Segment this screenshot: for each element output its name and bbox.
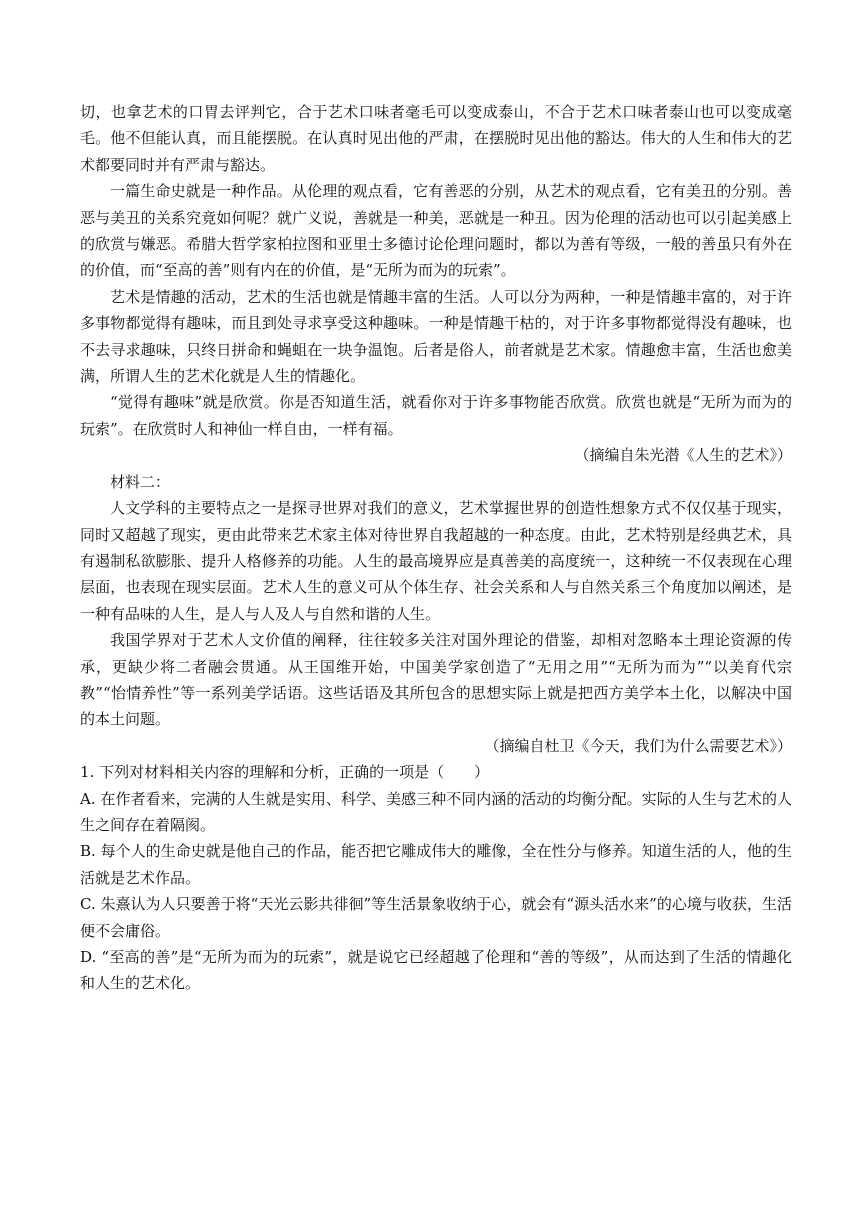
question1-option-c: C. 朱熹认为人只要善于将“天光云影共徘徊”等生活景象收纳于心，就会有“源头活水来”的心境与收获，生活便不会庸俗。 [80, 895, 792, 940]
question1-option-b: B. 每个人的生命史就是他自己的作品，能否把它雕成伟大的雕像，全在性分与修养。知道生活的人，他的生活就是艺术作品。 [80, 842, 792, 887]
material1-paragraph-2: 艺术是情趣的活动，艺术的生活也就是情趣丰富的生活。人可以分为两种，一种是情趣丰富的，对于许多事物都觉得有趣味，而且到处寻求享受这种趣味。一种是情趣干枯的，对于许多事物都觉得没有趣味，也不去寻求趣味，只终日拼命和蝇蛆在一块争温饱。后者是俗人，前者就是艺术家。情趣愈丰富，生活也愈美满，所谓人生的艺术化就是人生的情趣化。 [80, 287, 792, 386]
material1-source: （摘编自朱光潜《人生的艺术》） [574, 446, 792, 465]
material2-source: （摘编自杜卫《今天，我们为什么需要艺术》） [484, 736, 792, 755]
material2-paragraph-2: 我国学界对于艺术人文价值的阐释，往往较多关注对国外理论的借鉴，却相对忽略本土理论资源的传承，更缺少将二者融会贯通。从王国维开始，中国美学家创造了“无用之用”“无所为而为”“以美育代宗教”“怡情养性”等一系列美学话语。这些话语及其所包含的思想实际上就是把西方美学本土化，以解决中国的本土问题。 [80, 631, 792, 729]
material1-paragraph-3: “觉得有趣味”就是欣赏。你是否知道生活，就看你对于许多事物能否欣赏。欣赏也就是“无所为而为的玩索”。在欣赏时人和神仙一样自由，一样有福。 [80, 393, 792, 438]
material2-heading: 材料二： [110, 472, 171, 491]
question1-option-a: A. 在作者看来，完满的人生就是实用、科学、美感三种不同内涵的活动的均衡分配。实际的人生与艺术的人生之间存在着隔阂。 [80, 789, 792, 834]
material1-paragraph-1: 一篇生命史就是一种作品。从伦理的观点看，它有善恶的分别，从艺术的观点看，它有美丑的分别。善恶与美丑的关系究竟如何呢？就广义说，善就是一种美，恶就是一种丑。因为伦理的活动也可以引起美感上的欣赏与嫌恶。希腊大哲学家柏拉图和亚里士多德讨论伦理问题时，都以为善有等级，一般的善虽只有外在的价值，而“至高的善”则有内在的价值，是“无所为而为的玩索”。 [80, 182, 792, 280]
question1-option-d: D. “至高的善”是“无所为而为的玩索”，就是说它已经超越了伦理和“善的等级”，从而达到了生活的情趣化和人生的艺术化。 [80, 948, 792, 993]
material1-paragraph-0: 切，也拿艺术的口胃去评判它，合于艺术口味者毫毛可以变成泰山，不合于艺术口味者泰山也可以变成毫毛。他不但能认真，而且能摆脱。在认真时见出他的严肃，在摆脱时见出他的豁达。伟大的人生和伟大的艺术都要同时并有严肃与豁达。 [80, 103, 792, 174]
exam-page [80, 99, 792, 997]
question1-stem: 1. 下列对材料相关内容的理解和分析，正确的一项是（ ） [80, 763, 490, 782]
material2-paragraph-1: 人文学科的主要特点之一是探寻世界对我们的意义，艺术掌握世界的创造性想象方式不仅仅基于现实，同时又超越了现实，更由此带来艺术家主体对待世界自我超越的一种态度。由此，艺术特别是经典艺术，具有遏制私欲膨胀、提升人格修养的功能。人生的最高境界应是真善美的高度统一，这种统一不仅表现在心理层面，也表现在现实层面。艺术人生的意义可从个体生存、社会关系和人与自然关系三个角度加以阐述，是一种有品味的人生，是人与人及人与自然和谐的人生。 [80, 499, 792, 623]
